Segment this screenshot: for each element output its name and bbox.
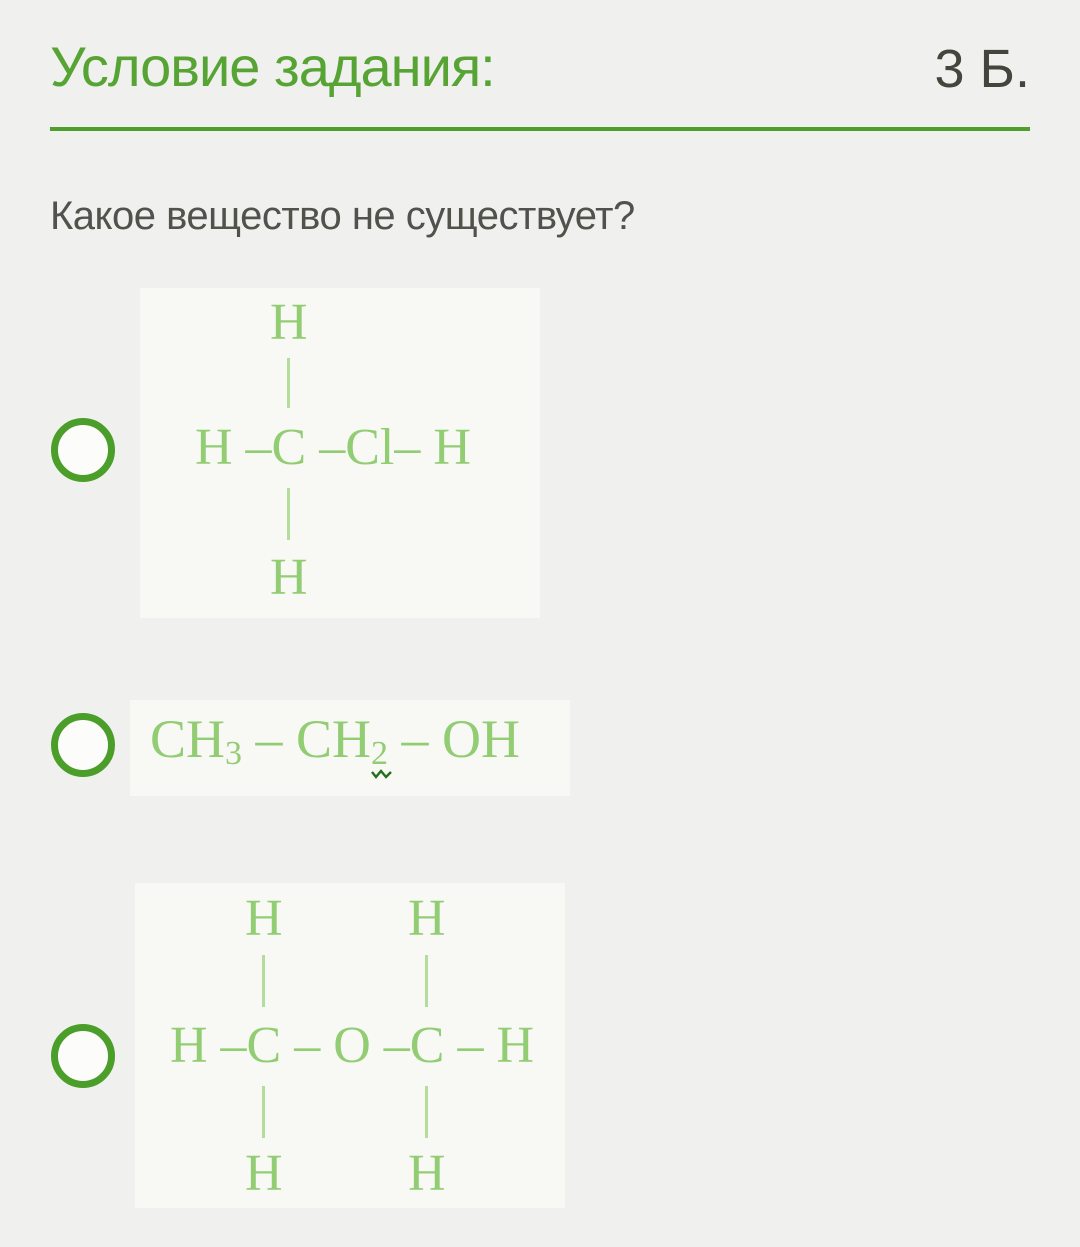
atom-h-top-right: H — [408, 890, 446, 947]
radio-option-1[interactable] — [51, 418, 115, 482]
structure-row-3: H –C – O –C – H — [170, 1017, 535, 1074]
bond-vertical-bottom — [287, 488, 290, 540]
formula-group-oh: OH — [442, 709, 521, 769]
bond-vertical-bottom-right — [425, 1086, 428, 1138]
atom-h-top: H — [270, 294, 308, 351]
header-divider — [50, 127, 1030, 131]
atom-h-bottom-right: H — [408, 1145, 446, 1202]
atom-h-bottom: H — [270, 549, 308, 606]
atom-h-bottom-left: H — [245, 1145, 283, 1202]
radio-option-2[interactable] — [51, 713, 115, 777]
formula-group-ch3: CH — [150, 709, 226, 769]
bond-vertical-top-left — [262, 955, 265, 1007]
linear-formula-2 — [150, 709, 521, 773]
subscript-2: 2 — [371, 735, 389, 773]
points-badge: 3 Б. — [934, 39, 1030, 99]
subscript-3: 3 — [225, 735, 243, 773]
bond-vertical-top — [287, 358, 290, 408]
bond-dash-1: – — [242, 709, 297, 769]
radio-option-3[interactable] — [51, 1024, 115, 1088]
formula-group-ch2: CH — [296, 709, 372, 769]
page-title: Условие задания: — [50, 35, 495, 98]
question-text: Какое вещество не существует? — [50, 194, 635, 238]
bond-vertical-bottom-left — [262, 1086, 265, 1138]
bond-vertical-top-right — [425, 955, 428, 1007]
structure-row-1: H –C –Cl– H — [195, 419, 471, 476]
bond-dash-2: – — [388, 709, 443, 769]
subscript-2-wrap — [371, 712, 389, 773]
squiggle-mark-icon — [371, 768, 393, 780]
atom-h-top-left: H — [245, 890, 283, 947]
